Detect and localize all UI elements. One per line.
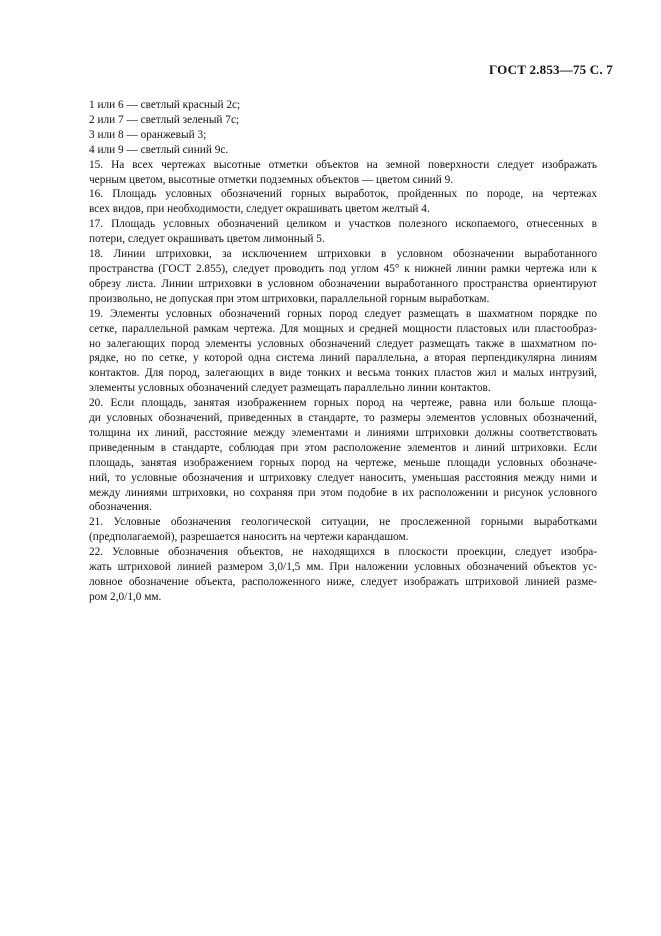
paragraph: [89, 158, 597, 188]
paragraph: [89, 217, 597, 247]
paragraph-line: ром 2,0/1,0 мм.: [89, 590, 162, 603]
page-header: ГОСТ 2.853—75 С. 7: [488, 62, 613, 77]
paragraph-line: произвольно, не допуская при этом штриховки, параллельной горным выработкам.: [89, 292, 490, 305]
paragraph-line: всех видов, при необходимости, следует окрашивать цветом желтый 4.: [89, 203, 430, 216]
paragraph-line: сетке, параллельной рамкам чертежа. Для мощных и средней мощности пластовых или пластообраз-: [89, 322, 597, 335]
paragraph: [89, 307, 597, 396]
paragraph-line: толщина их линий, расстояние между элементами и линиями штриховки должны соответствовать: [89, 426, 597, 439]
paragraph-line: пространства (ГОСТ 2.855), следует проводить под углом 45° к нижней линии рамки чертежа или к: [89, 262, 597, 275]
paragraph-line: (предполагаемой), разрешается наносить на чертежи карандашом.: [89, 531, 409, 544]
paragraph-line: но залегающих пород элементы условных обозначений следует размещать также в шахматном по-: [89, 337, 597, 350]
paragraph-line: рядке, но по сетке, у которой одна система линий параллельна, а вторая перпендикулярна линиям: [89, 352, 597, 365]
paragraph-line: 19. Элементы условных обозначений горных пород следует размещать в шахматном порядке по: [89, 307, 597, 320]
color-list-item: 2 или 7 — светлый зеленый 7с;: [89, 113, 240, 126]
color-list-item: 1 или 6 — светлый красный 2с;: [89, 99, 241, 111]
paragraph-line: обрезу листа. Линии штриховки в условном обозначении выработанного пространства ориентируют: [89, 277, 597, 290]
paragraph-line: площадь, занятая изображением горных пород на чертеже, меньше площади условных обозначе-: [89, 456, 597, 469]
paragraph-line: жать штриховой линией размером 3,0/1,5 мм. При наложении условных обозначений объектов ус-: [89, 561, 597, 574]
document-body: [89, 98, 597, 605]
paragraph: [89, 187, 597, 217]
paragraph-line: элементы условных обозначений следует размещать параллельно линии контактов.: [89, 382, 491, 395]
paragraph-line: 20. Если площадь, занятая изображением горных пород на чертеже, равна или больше площа-: [89, 397, 597, 410]
paragraph-line: 16. Площадь условных обозначений горных выработок, пройденных по породе, на чертежах: [89, 188, 597, 201]
paragraph-line: черным цветом, высотные отметки подземных объектов — цветом синий 9.: [89, 173, 454, 186]
color-list: [89, 98, 597, 158]
paragraph-line: 21. Условные обозначения геологической ситуации, не прослеженной горными выработками: [89, 516, 597, 529]
paragraph-line: 22. Условные обозначения объектов, не находящихся в плоскости проекции, следует изобра-: [89, 546, 597, 559]
paragraph-line: потери, следует окрашивать цветом лимонный 5.: [89, 233, 325, 246]
color-list-item: 4 или 9 — светлый синий 9с.: [89, 143, 229, 156]
paragraph-line: приведенным в стандарте, соблюдая при этом расположение элементов и линий штриховки. Если: [89, 441, 597, 454]
paragraph-list: [89, 158, 597, 605]
paragraph-line: контактов. Для пород, залегающих в виде тонких и весьма тонких пластов жил и малых интрузий,: [89, 367, 597, 380]
paragraph: [89, 247, 597, 307]
paragraph: [89, 396, 597, 515]
paragraph-line: между линиями штриховки, но сохраняя при этом подобие в их расположении и рисунок условного: [89, 486, 597, 499]
paragraph-line: 17. Площадь условных обозначений целиком и участков полезного ископаемого, отнесенных в: [89, 218, 597, 231]
paragraph-line: ди условных обозначений, приведенных в стандарте, то размеры элементов условных обозначений,: [89, 412, 597, 425]
paragraph-line: ловное обозначение объекта, расположенного ниже, следует изображать штриховой линией разме-: [89, 576, 597, 588]
paragraph-line: обозначения.: [89, 501, 152, 514]
color-list-item: 3 или 8 — оранжевый 3;: [89, 128, 207, 141]
paragraph-line: 18. Линии штриховки, за исключением штриховки в условном обозначении выработанного: [89, 248, 597, 261]
paragraph: [89, 545, 597, 605]
paragraph-line: 15. На всех чертежах высотные отметки объектов на земной поверхности следует изображать: [89, 158, 597, 171]
paragraph: [89, 515, 597, 545]
paragraph-line: ний, то условные обозначения и штриховку следует наносить, уменьшая расстояния между ними и: [89, 471, 597, 484]
